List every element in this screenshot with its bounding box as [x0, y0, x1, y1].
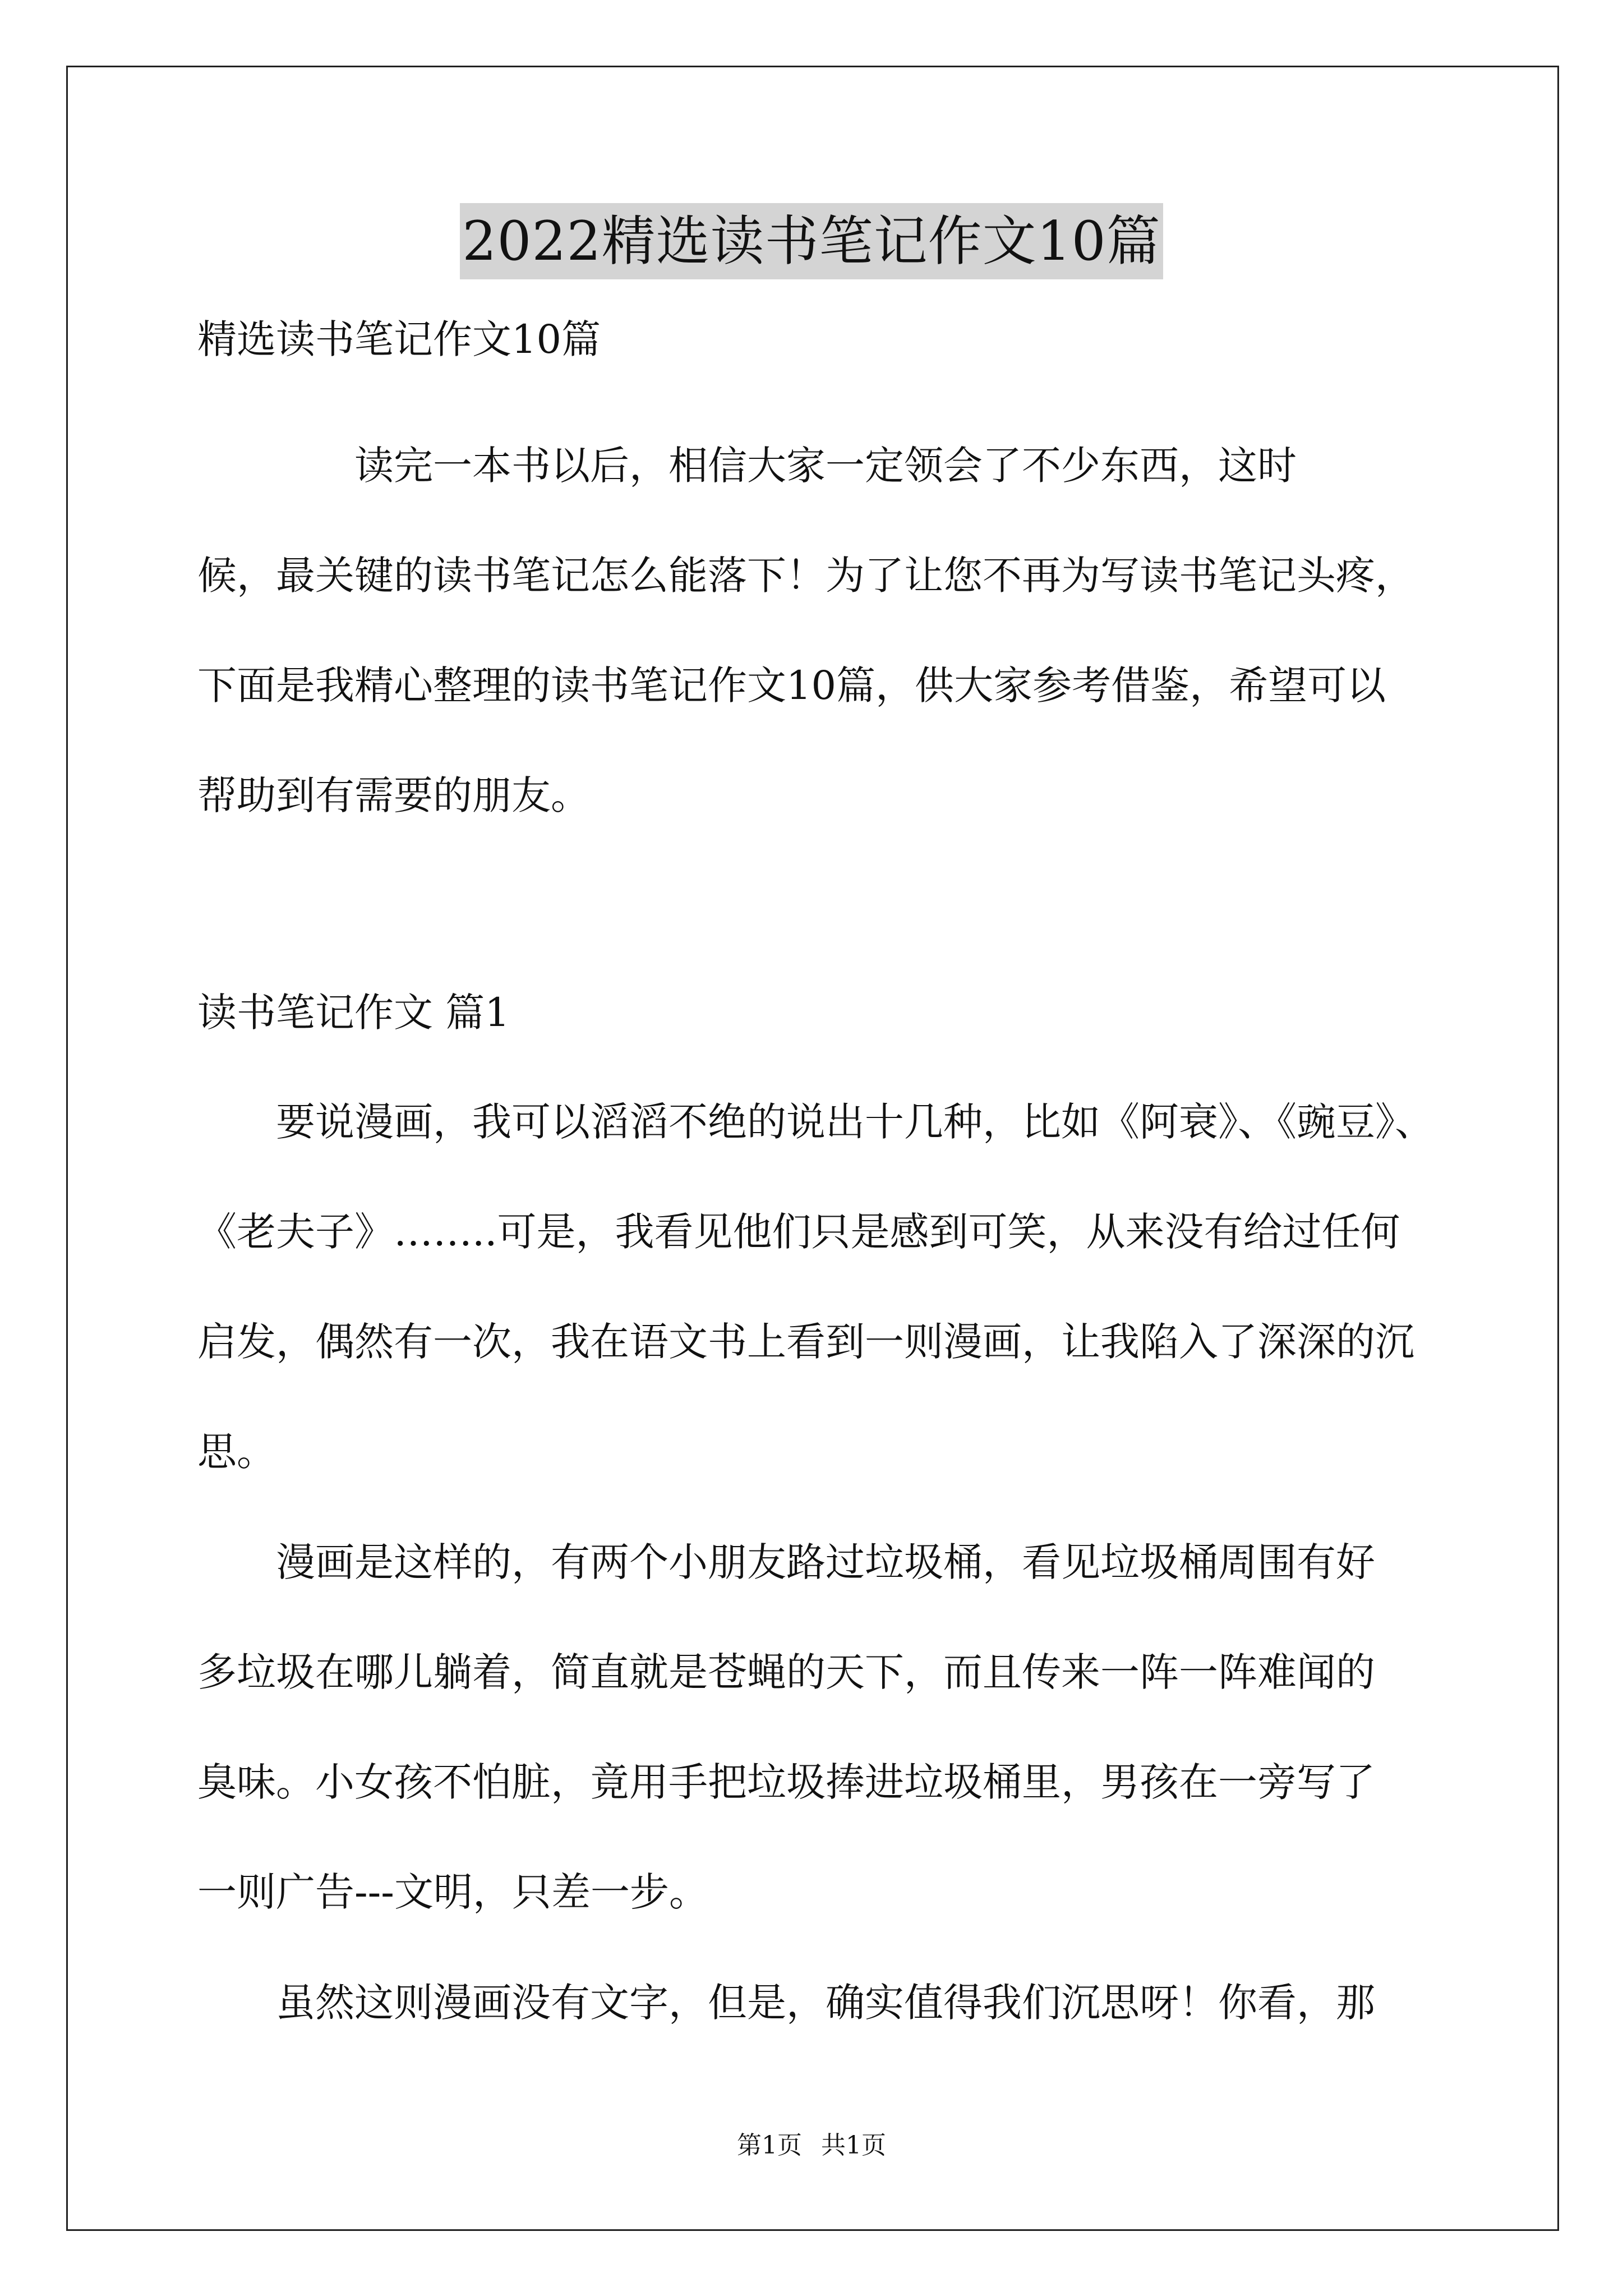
paragraph-line: 思。 [197, 1429, 276, 1475]
intro-line: 下面是我精心整理的读书笔记作文10篇，供大家参考借鉴，希望可以 [197, 662, 1386, 708]
page-footer [0, 2129, 1623, 2162]
title-container [0, 203, 1623, 279]
intro-line: 读完一本书以后，相信大家一定领会了不少东西，这时 [197, 443, 1297, 489]
paragraph-line: 要说漫画，我可以滔滔不绝的说出十几种，比如《阿衰》、《豌豆》、 [197, 1099, 1434, 1145]
intro-paragraph [197, 438, 1437, 823]
paragraph-line: 漫画是这样的，有两个小朋友路过垃圾桶，看见垃圾桶周围有好 [197, 1539, 1375, 1585]
paragraph-line: 一则广告---文明，只差一步。 [197, 1869, 708, 1915]
section-heading: 读书笔记作文 篇1 [197, 990, 510, 1036]
page-number-total: 共1页 [821, 2131, 886, 2160]
paragraph-line: 多垃圾在哪儿躺着，简直就是苍蝇的天下，而且传来一阵一阵难闻的 [197, 1649, 1375, 1695]
paragraph-3 [197, 1975, 1437, 2031]
intro-line: 候，最关键的读书笔记怎么能落下！为了让您不再为写读书笔记头疼， [197, 553, 1414, 599]
paragraph-line: 虽然这则漫画没有文字，但是，确实值得我们沉思呀！你看，那 [197, 1980, 1375, 2026]
document-subtitle: 精选读书笔记作文10篇 [197, 316, 601, 362]
paragraph-line: 启发，偶然有一次，我在语文书上看到一则漫画，让我陷入了深深的沉 [197, 1319, 1414, 1365]
intro-line: 帮助到有需要的朋友。 [197, 772, 590, 818]
paragraph-line: 《老夫子》……..可是，我看见他们只是感到可笑，从来没有给过任何 [197, 1209, 1400, 1255]
page-number-current: 第1页 [737, 2131, 802, 2160]
document-title: 2022精选读书笔记作文10篇 [460, 203, 1163, 279]
paragraph-line: 臭味。小女孩不怕脏，竟用手把垃圾捧进垃圾桶里，男孩在一旁写了 [197, 1759, 1375, 1805]
paragraph-2 [197, 1534, 1437, 1920]
paragraph-1 [197, 1094, 1437, 1480]
